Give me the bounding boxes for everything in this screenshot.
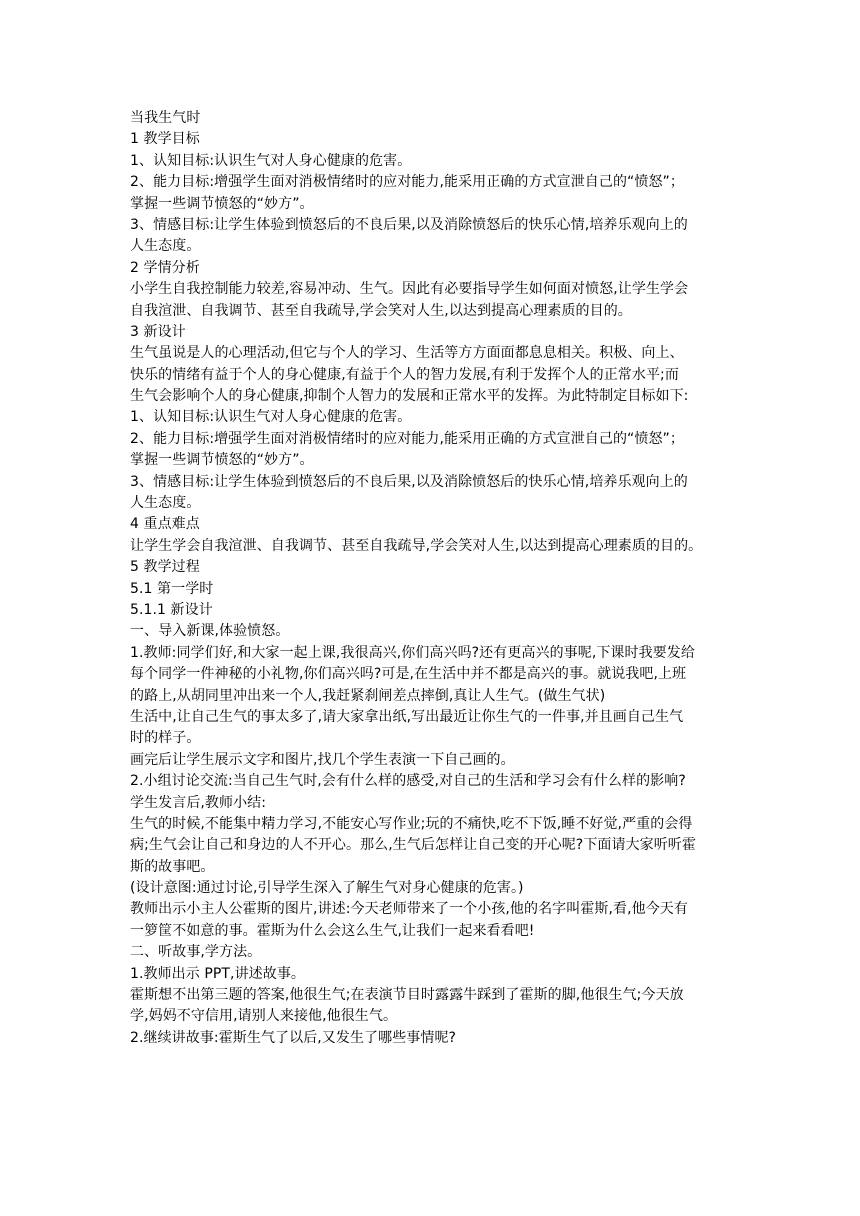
text-line: 让学生学会自我渲泄、自我调节、甚至自我疏导,学会笑对人生,以达到提高心理素质的目的。 (130, 537, 703, 554)
text-line: 生气会影响个人的身心健康,抑制个人智力的发展和正常水平的发挥。为此特制定目标如下: (130, 388, 689, 405)
text-line: 快乐的情绪有益于个人的身心健康,有益于个人的智力发展,有利于发挥个人的正常水平;而 (130, 366, 679, 383)
text-line: 5.1 第一学时 (130, 580, 214, 597)
text-line: 2、能力目标:增强学生面对消极情绪时的应对能力,能采用正确的方式宣泄自己的“愤怒”； (130, 174, 684, 191)
text-line: 学,妈妈不守信用,请别人来接他,他很生气。 (130, 1008, 398, 1025)
text-line: 学生发言后,教师小结: (130, 794, 267, 811)
text-line: 人生态度。 (130, 495, 201, 512)
text-line: 2.继续讲故事:霍斯生气了以后,又发生了哪些事情呢? (130, 1029, 457, 1046)
text-line: 的路上,从胡同里冲出来一个人,我赶紧刹闸差点摔倒,真让人生气。(做生气状) (130, 687, 606, 704)
text-line: 病;生气会让自己和身边的人不开心。那么,生气后怎样让自己变的开心呢?下面请大家听听霍 (130, 837, 696, 854)
text-line: 生气虽说是人的心理活动,但它与个人的学习、生活等方方面面都息息相关。积极、向上、 (130, 345, 684, 362)
text-line: 生活中,让自己生气的事太多了,请大家拿出纸,写出最近让你生气的一件事,并且画自己生气 (130, 708, 684, 725)
text-line: 1 教学目标 (130, 131, 200, 148)
text-line: 斯的故事吧。 (130, 858, 215, 875)
text-line: 1.教师出示 PPT,讲述故事。 (130, 965, 305, 982)
text-line: 1、认知目标:认识生气对人身心健康的危害。 (130, 152, 412, 169)
document-title: 当我生气时 (130, 110, 201, 126)
text-line: 1.教师:同学们好,和大家一起上课,我很高兴,你们高兴吗?还有更高兴的事呢,下课时我要发给 (130, 644, 695, 661)
text-line: 自我渲泄、自我调节、甚至自我疏导,学会笑对人生,以达到提高心理素质的目的。 (130, 302, 632, 319)
document-body (130, 108, 735, 1049)
text-line: 5 教学过程 (130, 559, 200, 576)
text-line: 一、导入新课,体验愤怒。 (130, 623, 290, 640)
text-line: 3 新设计 (130, 323, 186, 340)
text-line: 4 重点难点 (130, 516, 200, 533)
text-line: 2.小组讨论交流:当自己生气时,会有什么样的感受,对自己的生活和学习会有什么样的影响? (130, 773, 686, 790)
text-line: 3、情感目标:让学生体验到愤怒后的不良后果,以及消除愤怒后的快乐心情,培养乐观向上的 (130, 473, 688, 490)
text-line: 一箩筐不如意的事。霍斯为什么会这么生气,让我们一起来看看吧! (130, 922, 535, 939)
text-line: 2、能力目标:增强学生面对消极情绪时的应对能力,能采用正确的方式宣泄自己的“愤怒”； (130, 430, 684, 447)
text-line: 生气的时候,不能集中精力学习,不能安心写作业;玩的不痛快,吃不下饭,睡不好觉,严重的会得 (130, 815, 693, 832)
text-line: 小学生自我控制能力较差,容易冲动、生气。因此有必要指导学生如何面对愤怒,让学生学会 (130, 281, 689, 298)
text-line: 1、认知目标:认识生气对人身心健康的危害。 (130, 409, 412, 426)
text-line: 时的样子。 (130, 730, 201, 747)
text-line: 霍斯想不出第三题的答案,他很生气;在表演节目时露露牛踩到了霍斯的脚,他很生气;今天放 (130, 987, 684, 1004)
text-line: 掌握一些调节愤怒的“妙方”。 (130, 452, 314, 469)
text-line: 3、情感目标:让学生体验到愤怒后的不良后果,以及消除愤怒后的快乐心情,培养乐观向上的 (130, 216, 688, 233)
text-line: 教师出示小主人公霍斯的图片,讲述:今天老师带来了一个小孩,他的名字叫霍斯,看,他今天有 (130, 901, 688, 918)
text-line: 2 学情分析 (130, 259, 200, 276)
text-line: (设计意图:通过讨论,引导学生深入了解生气对身心健康的危害。) (130, 880, 524, 897)
text-line: 每个同学一件神秘的小礼物,你们高兴吗?可是,在生活中并不都是高兴的事。就说我吧,上班 (130, 666, 687, 683)
text-line: 画完后让学生展示文字和图片,找几个学生表演一下自己画的。 (130, 751, 515, 768)
text-line: 二、听故事,学方法。 (130, 944, 262, 961)
text-line: 5.1.1 新设计 (130, 601, 213, 618)
text-line: 掌握一些调节愤怒的“妙方”。 (130, 195, 314, 212)
text-line: 人生态度。 (130, 238, 201, 255)
